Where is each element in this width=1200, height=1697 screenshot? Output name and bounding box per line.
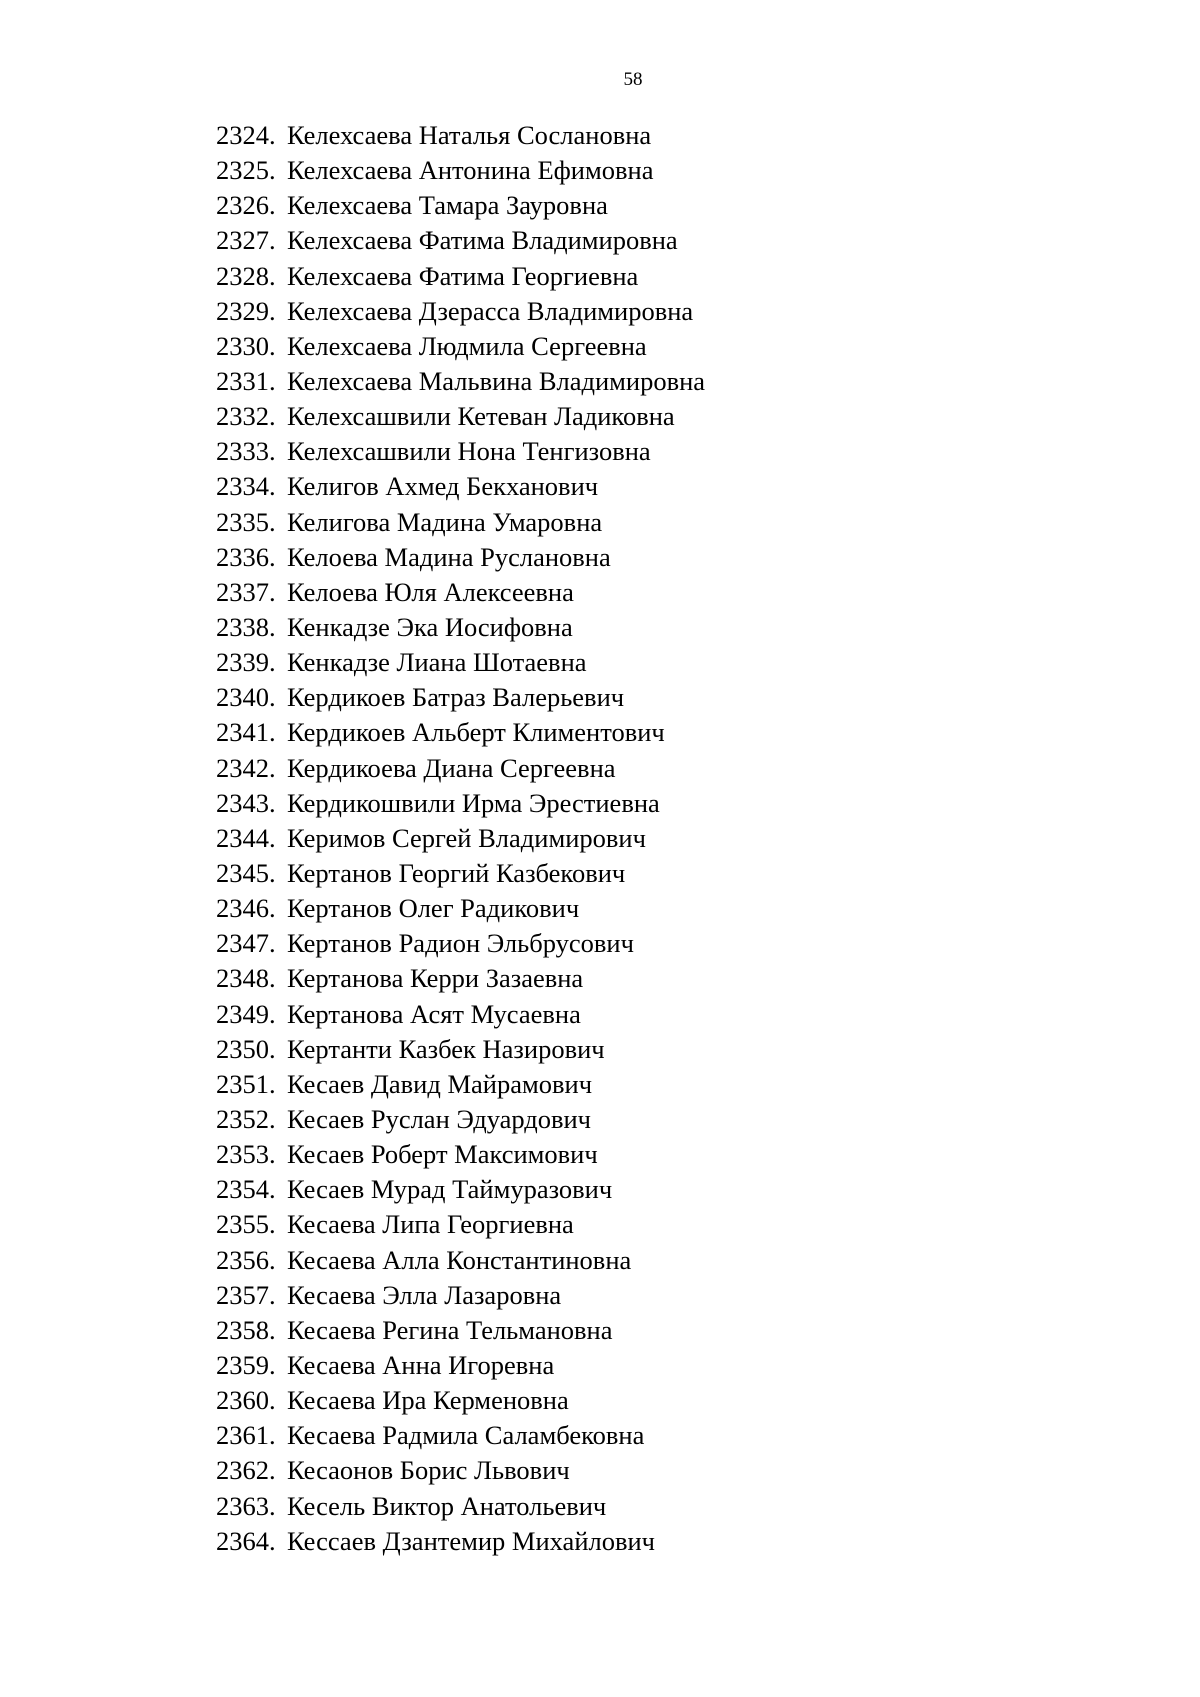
list-item: [216, 786, 705, 821]
entry-name: Келехсаева Тамара Зауровна: [287, 190, 608, 221]
list-item: [216, 961, 705, 996]
entry-number: 2329.: [216, 295, 276, 326]
entry-name: Келехсаева Антонина Ефимовна: [287, 155, 654, 186]
entry-name: Кесаева Липа Георгиевна: [287, 1209, 574, 1240]
entry-name: Келехсаева Наталья Сослановна: [287, 120, 652, 151]
list-item: [216, 259, 705, 294]
list-item: [216, 469, 705, 504]
entry-number: 2347.: [216, 928, 276, 959]
entry-name: Келехсашвили Кетеван Ладиковна: [287, 401, 675, 432]
entry-number: 2331.: [216, 366, 276, 397]
entry-number: 2349.: [216, 998, 276, 1029]
entry-name: Келоева Юля Алексеевна: [287, 576, 574, 607]
list-item: [216, 997, 705, 1032]
list-item: [216, 399, 705, 434]
list-item: [216, 926, 705, 961]
list-item: [216, 1453, 705, 1488]
list-item: [216, 610, 705, 645]
entry-number: 2352.: [216, 1104, 276, 1134]
page-number: 58: [623, 69, 643, 90]
entry-name: Кертанов Радион Эльбрусович: [287, 928, 634, 959]
entry-number: 2348.: [216, 963, 276, 994]
entry-number: 2337.: [216, 576, 276, 607]
entry-name: Келехсаева Фатима Георгиевна: [287, 260, 639, 291]
entry-name: Керимов Сергей Владимирович: [287, 822, 646, 853]
list-item: [216, 1207, 705, 1242]
entry-number: 2344.: [216, 822, 276, 853]
list-item: [216, 891, 705, 926]
entry-name: Кесаева Радмила Саламбековна: [287, 1420, 645, 1451]
entry-name: Кенкадзе Лиана Шотаевна: [287, 647, 587, 678]
entry-number: 2355.: [216, 1209, 276, 1240]
entry-name: Кесаева Анна Игоревна: [287, 1349, 555, 1380]
entry-number: 2332.: [216, 401, 276, 432]
entry-name: Кенкадзе Эка Иосифовна: [287, 612, 573, 643]
entry-name: Кесель Виктор Анатольевич: [287, 1490, 607, 1521]
entry-name: Кердикоев Альберт Климентович: [287, 717, 665, 748]
entry-number: 2351.: [216, 1068, 276, 1099]
list-item: [216, 1348, 705, 1383]
list-item: [216, 1102, 705, 1137]
name-list: [216, 118, 705, 1559]
entry-name: Кертанов Георгий Казбекович: [287, 858, 626, 889]
entry-number: 2328.: [216, 260, 276, 291]
entry-number: 2342.: [216, 752, 276, 783]
entry-number: 2324.: [216, 120, 276, 151]
entry-name: Кердикошвили Ирма Эрестиевна: [287, 787, 660, 818]
entry-number: 2330.: [216, 330, 276, 361]
entry-number: 2362.: [216, 1455, 276, 1486]
entry-name: Келехсаева Мальвина Владимировна: [287, 366, 706, 397]
list-item: [216, 294, 705, 329]
list-item: [216, 1243, 705, 1278]
list-item: [216, 1524, 705, 1559]
entry-number: 2341.: [216, 717, 276, 748]
entry-number: 2364.: [216, 1525, 276, 1556]
entry-number: 2360.: [216, 1385, 276, 1416]
entry-name: Кертанова Асят Мусаевна: [287, 998, 581, 1029]
entry-number: 2333.: [216, 436, 276, 467]
entry-number: 2334.: [216, 471, 276, 502]
entry-number: 2336.: [216, 541, 276, 572]
entry-name: Кессаев Дзантемир Михайлович: [287, 1525, 655, 1556]
list-item: [216, 680, 705, 715]
list-item: [216, 1383, 705, 1418]
list-item: [216, 188, 705, 223]
entry-name: Кертанти Казбек Назирович: [287, 1033, 605, 1064]
list-item: [216, 1137, 705, 1172]
entry-number: 2361.: [216, 1420, 276, 1451]
entry-name: Кесаонов Борис Львович: [287, 1455, 570, 1486]
list-item: [216, 153, 705, 188]
entry-number: 2350.: [216, 1033, 276, 1064]
entry-name: Кесаев Руслан Эдуардович: [287, 1104, 592, 1134]
entry-name: Кесаева Регина Тельмановна: [287, 1314, 613, 1345]
list-item: [216, 223, 705, 258]
entry-number: 2346.: [216, 893, 276, 924]
entry-number: 2338.: [216, 612, 276, 643]
entry-name: Кердикоева Диана Сергеевна: [287, 752, 616, 783]
list-item: [216, 575, 705, 610]
list-item: [216, 715, 705, 750]
entry-number: 2359.: [216, 1349, 276, 1380]
entry-number: 2357.: [216, 1279, 276, 1310]
entry-number: 2363.: [216, 1490, 276, 1521]
entry-name: Келехсаева Дзерасса Владимировна: [287, 295, 694, 326]
entry-number: 2356.: [216, 1244, 276, 1275]
entry-number: 2354.: [216, 1174, 276, 1205]
entry-number: 2358.: [216, 1314, 276, 1345]
entry-name: Кердикоев Батраз Валерьевич: [287, 682, 625, 713]
entry-name: Келехсашвили Нона Тенгизовна: [287, 436, 651, 467]
entry-number: 2340.: [216, 682, 276, 713]
entry-name: Келоева Мадина Руслановна: [287, 541, 611, 572]
list-item: [216, 540, 705, 575]
list-item: [216, 751, 705, 786]
entry-name: Кесаев Давид Майрамович: [287, 1068, 593, 1099]
list-item: [216, 329, 705, 364]
entry-name: Кертанова Керри Зазаевна: [287, 963, 584, 994]
list-item: [216, 645, 705, 680]
list-item: [216, 856, 705, 891]
entry-name: Кесаев Мурад Таймуразович: [287, 1174, 613, 1205]
list-item: [216, 1278, 705, 1313]
list-item: [216, 1067, 705, 1102]
list-item: [216, 364, 705, 399]
entry-number: 2339.: [216, 647, 276, 678]
entry-number: 2345.: [216, 858, 276, 889]
entry-name: Кесаева Алла Константиновна: [287, 1244, 632, 1275]
entry-name: Келехсаева Людмила Сергеевна: [287, 330, 647, 361]
list-item: [216, 821, 705, 856]
list-item: [216, 505, 705, 540]
list-item: [216, 1313, 705, 1348]
entry-name: Кертанов Олег Радикович: [287, 893, 580, 924]
list-item: [216, 1418, 705, 1453]
list-item: [216, 1032, 705, 1067]
list-item: [216, 434, 705, 469]
entry-name: Келигов Ахмед Бекханович: [287, 471, 599, 502]
entry-name: Кесаев Роберт Максимович: [287, 1139, 598, 1170]
entry-number: 2353.: [216, 1139, 276, 1170]
entry-number: 2326.: [216, 190, 276, 221]
list-item: [216, 1488, 705, 1523]
entry-name: Келехсаева Фатима Владимировна: [287, 225, 678, 256]
entry-number: 2327.: [216, 225, 276, 256]
entry-number: 2325.: [216, 155, 276, 186]
entry-name: Кесаева Элла Лазаровна: [287, 1279, 562, 1310]
entry-number: 2335.: [216, 506, 276, 537]
list-item: [216, 118, 705, 153]
entry-name: Кесаева Ира Керменовна: [287, 1385, 569, 1416]
entry-number: 2343.: [216, 787, 276, 818]
list-item: [216, 1172, 705, 1207]
entry-name: Келигова Мадина Умаровна: [287, 506, 603, 537]
